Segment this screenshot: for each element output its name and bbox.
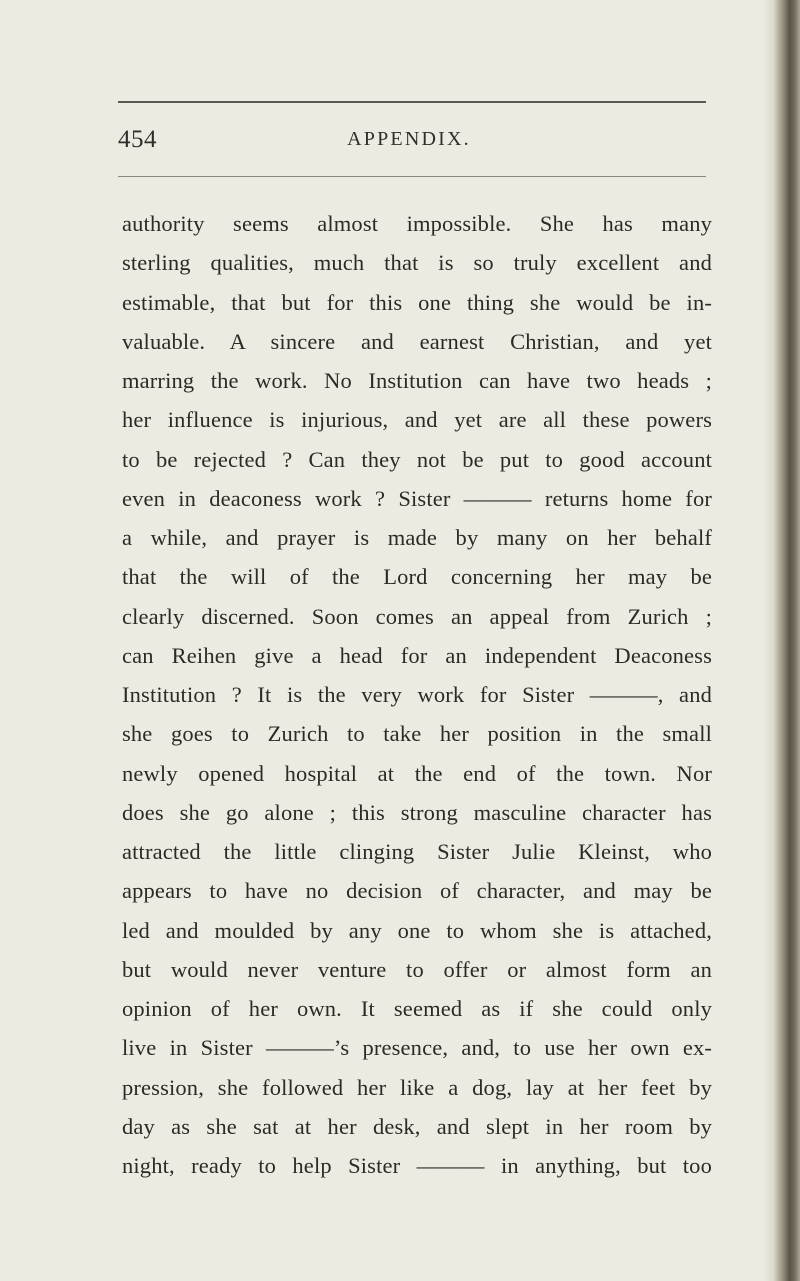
- text-line: newly opened hospital at the end of the town. Nor: [122, 760, 712, 786]
- text-line: day as she sat at her desk, and slept in her room by: [122, 1113, 712, 1139]
- text-line: opinion of her own. It seemed as if she could only: [122, 996, 712, 1021]
- text-line: can Reihen give a head for an independent Deaconess: [122, 642, 712, 668]
- text-line: pression, she followed her like a dog, lay at her feet by: [122, 1074, 712, 1100]
- text-line: led and moulded by any one to whom she is attached,: [122, 917, 712, 943]
- text-line: but would never venture to offer or almost form an: [122, 956, 712, 982]
- text-line: estimable, that but for this one thing she would be in-: [122, 289, 712, 315]
- text-line: she goes to Zurich to take her position in the small: [122, 721, 712, 747]
- text-line: to be rejected ? Can they not be put to good account: [122, 446, 712, 472]
- text-line: her influence is injurious, and yet are all these powers: [122, 407, 712, 433]
- page-number: 454: [118, 126, 157, 153]
- text-line: Institution ? It is the very work for Sister ———, and: [122, 682, 712, 707]
- text-line: night, ready to help Sister ——— in anything, but too: [122, 1153, 712, 1178]
- text-line: even in deaconess work ? Sister ——— returns home for: [122, 485, 712, 511]
- text-line: does she go alone ; this strong masculine character has: [122, 799, 712, 825]
- header-rule-bottom: [118, 176, 706, 177]
- text-line: sterling qualities, much that is so truly excellent and: [122, 250, 712, 276]
- text-line: clearly discerned. Soon comes an appeal from Zurich ;: [122, 603, 712, 629]
- text-line: valuable. A sincere and earnest Christian, and yet: [122, 328, 712, 354]
- header-rule-top: [118, 101, 706, 103]
- running-head: APPENDIX.: [347, 128, 471, 150]
- text-line: marring the work. No Institution can have two heads ;: [122, 368, 712, 393]
- text-line: appears to have no decision of character, and may be: [122, 878, 712, 904]
- text-line: live in Sister ———’s presence, and, to use her own ex-: [122, 1035, 712, 1061]
- text-line: attracted the little clinging Sister Julie Kleinst, who: [122, 839, 712, 864]
- page-gutter: [774, 0, 800, 1281]
- text-line: that the will of the Lord concerning her may be: [122, 564, 712, 590]
- body-text: [122, 204, 712, 1185]
- text-line: authority seems almost impossible. She has many: [122, 211, 712, 236]
- text-line: a while, and prayer is made by many on her behalf: [122, 525, 712, 550]
